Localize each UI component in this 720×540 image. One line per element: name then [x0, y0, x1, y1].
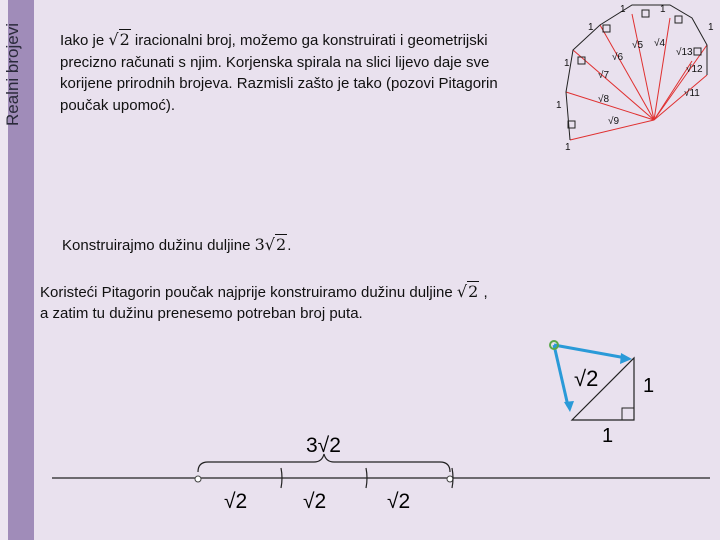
spiral-label: 1: [556, 100, 562, 111]
spoke-line: [654, 18, 670, 120]
intro-text-start: Iako je: [60, 32, 109, 49]
arrow-head: [564, 401, 574, 412]
end-point: [447, 476, 453, 482]
spiral-label: 1: [708, 22, 714, 33]
spiral-label: √7: [598, 70, 610, 81]
step-text2: ,: [479, 284, 488, 301]
intro-text-rest: iracionalni broj, možemo ga konstruirati i geometrijski precizno računati s njim. Korjenska spirala na slici lijevo daje sve korijene prirodnih brojeva. Razmisli zašto je tako (pozovi Pitagorin poučak upomoć).: [60, 32, 498, 114]
spiral-label: 1: [660, 4, 666, 15]
task-coef: 3: [254, 235, 265, 254]
spiral-label: √8: [598, 94, 610, 105]
spiral-label: √9: [608, 116, 620, 127]
right-angle-mark: [642, 10, 649, 17]
spiral-label: 1: [565, 142, 571, 153]
arrow-line: [554, 345, 626, 358]
spiral-label: √6: [612, 52, 624, 63]
leg-vertical-label: 1: [643, 375, 655, 397]
task-end: .: [287, 237, 292, 254]
step-text3: a zatim tu dužinu prenesemo potreban broj puta.: [40, 305, 363, 322]
step-text1: Koristeći Pitagorin poučak najprije konstruiramo dužinu duljine: [40, 284, 457, 301]
task-sqrt: √2: [264, 235, 287, 254]
step-radicand: 2: [468, 282, 479, 301]
triangle-right-angle: [622, 408, 634, 420]
step-sqrt: √2: [456, 282, 479, 301]
right-angle-mark: [603, 25, 610, 32]
spiral-label: √12: [686, 64, 703, 75]
spiral-label: 1: [620, 4, 626, 15]
hyp-label: √2: [574, 366, 599, 391]
root-spiral: [556, 4, 714, 153]
total-label: 3√2: [306, 434, 341, 457]
segment-labels: [224, 490, 410, 513]
spiral-label: √4: [654, 38, 666, 49]
segment-label: √2: [387, 490, 411, 513]
segment-label: √2: [303, 490, 327, 513]
spiral-label: 1: [588, 22, 594, 33]
leg-horizontal-label: 1: [602, 425, 614, 447]
sqrt2-inline: √2: [108, 30, 130, 49]
spiral-label: √13: [676, 47, 693, 58]
sqrt2-radicand: 2: [119, 30, 130, 49]
right-angle-mark: [578, 57, 585, 64]
sidebar-title: Realni brojevi: [3, 23, 22, 126]
spiral-label: 1: [564, 58, 570, 69]
segment-label: √2: [224, 490, 248, 513]
spiral-label: √5: [632, 40, 644, 51]
task-text: Konstruirajmo dužinu duljine: [62, 237, 255, 254]
right-angle-mark: [675, 16, 682, 23]
sqrt2-triangle: [550, 341, 654, 447]
task-radicand: 2: [276, 235, 287, 254]
spiral-label: √11: [684, 88, 700, 99]
right-angle-mark: [694, 48, 701, 55]
start-point: [195, 476, 201, 482]
arrow-line: [554, 345, 568, 406]
